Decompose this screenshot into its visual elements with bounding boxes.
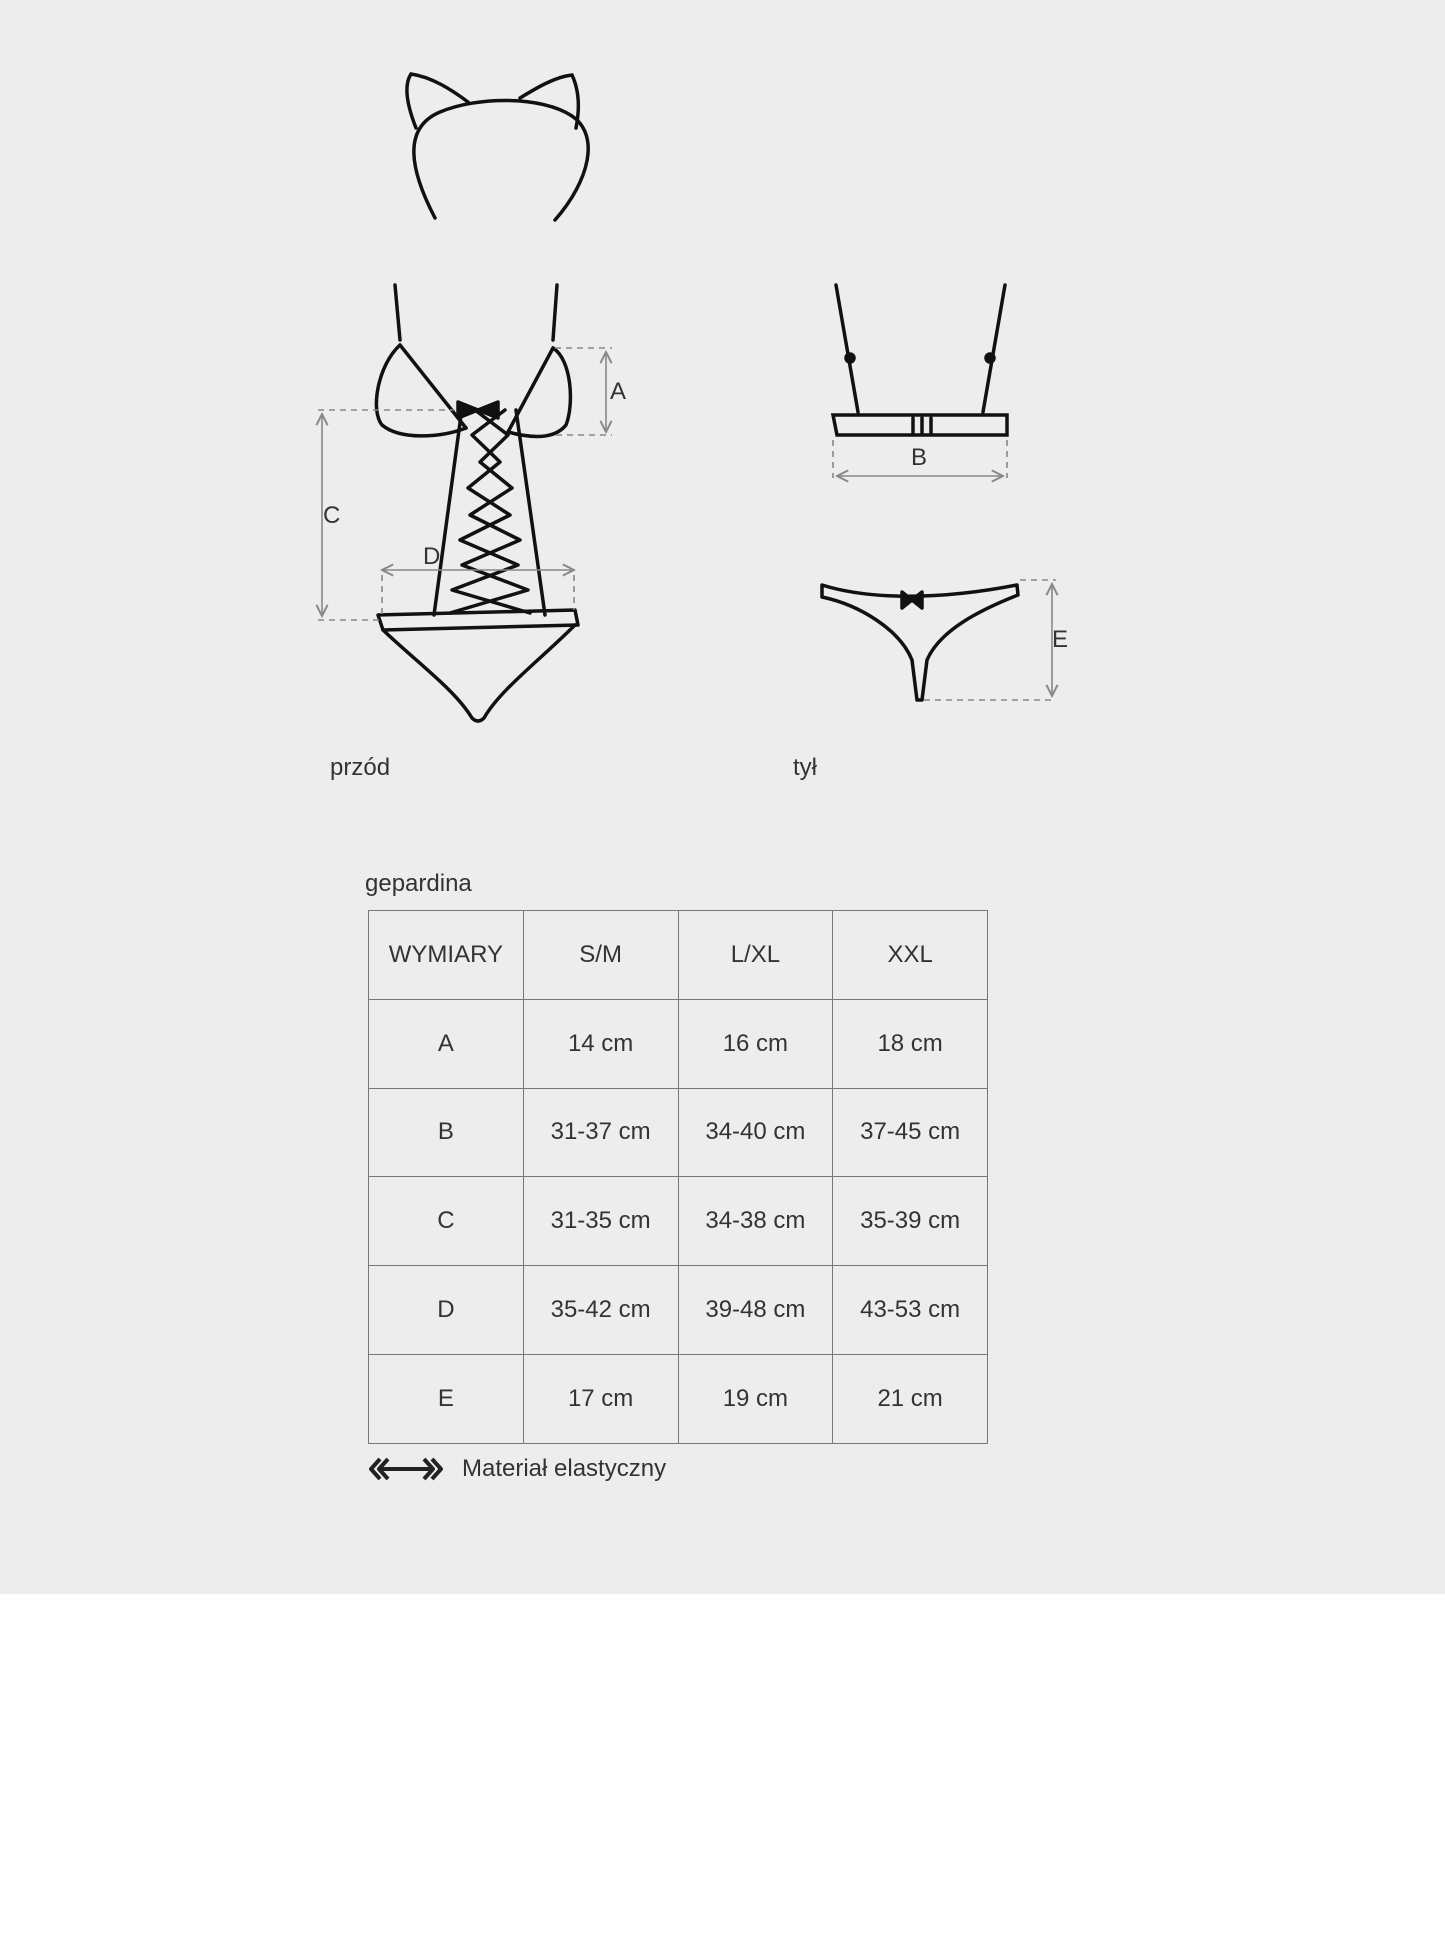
size-table — [368, 910, 988, 1444]
table-cell: 34-38 cm — [678, 1177, 833, 1266]
table-header-cell: L/XL — [678, 911, 833, 1000]
table-row — [369, 1177, 988, 1266]
back-view-label: tył — [793, 754, 817, 781]
legend — [368, 1455, 666, 1483]
cat-ears-headband-icon — [407, 74, 588, 220]
legend-text: Materiał elastyczny — [462, 1455, 667, 1482]
table-cell: B — [369, 1088, 524, 1177]
back-bra-icon — [833, 285, 1007, 435]
table-cell: 31-35 cm — [523, 1177, 678, 1266]
table-header-row — [369, 911, 988, 1000]
table-row — [369, 999, 988, 1088]
dimension-label-a: A — [610, 378, 627, 405]
dimension-label-c: C — [323, 502, 341, 529]
table-cell: 21 cm — [833, 1354, 988, 1443]
front-view-label: przód — [330, 754, 391, 781]
table-cell: D — [369, 1266, 524, 1355]
table-cell: 31-37 cm — [523, 1088, 678, 1177]
front-dimensions — [318, 348, 612, 620]
back-thong-icon — [822, 585, 1018, 700]
table-cell: 37-45 cm — [833, 1088, 988, 1177]
table-header-cell: S/M — [523, 911, 678, 1000]
table-cell: A — [369, 999, 524, 1088]
table-cell: C — [369, 1177, 524, 1266]
front-teddy-icon — [376, 285, 578, 721]
table-cell: 16 cm — [678, 999, 833, 1088]
table-cell: E — [369, 1354, 524, 1443]
dimension-label-e: E — [1052, 626, 1069, 653]
table-cell: 19 cm — [678, 1354, 833, 1443]
table-row — [369, 1354, 988, 1443]
table-header-cell: XXL — [833, 911, 988, 1000]
table-row — [369, 1266, 988, 1355]
table-cell: 34-40 cm — [678, 1088, 833, 1177]
dimension-label-b: B — [911, 444, 928, 471]
table-row — [369, 1088, 988, 1177]
table-cell: 35-39 cm — [833, 1177, 988, 1266]
table-cell: 14 cm — [523, 999, 678, 1088]
table-cell: 43-53 cm — [833, 1266, 988, 1355]
dimension-label-d: D — [423, 543, 441, 570]
table-cell: 35-42 cm — [523, 1266, 678, 1355]
table-title: gepardina — [365, 870, 472, 897]
table-header-cell: WYMIARY — [369, 911, 524, 1000]
back-thong-dimensions — [924, 580, 1056, 700]
table-cell: 17 cm — [523, 1354, 678, 1443]
table-cell: 18 cm — [833, 999, 988, 1088]
table-cell: 39-48 cm — [678, 1266, 833, 1355]
double-arrow-icon — [368, 1455, 444, 1483]
